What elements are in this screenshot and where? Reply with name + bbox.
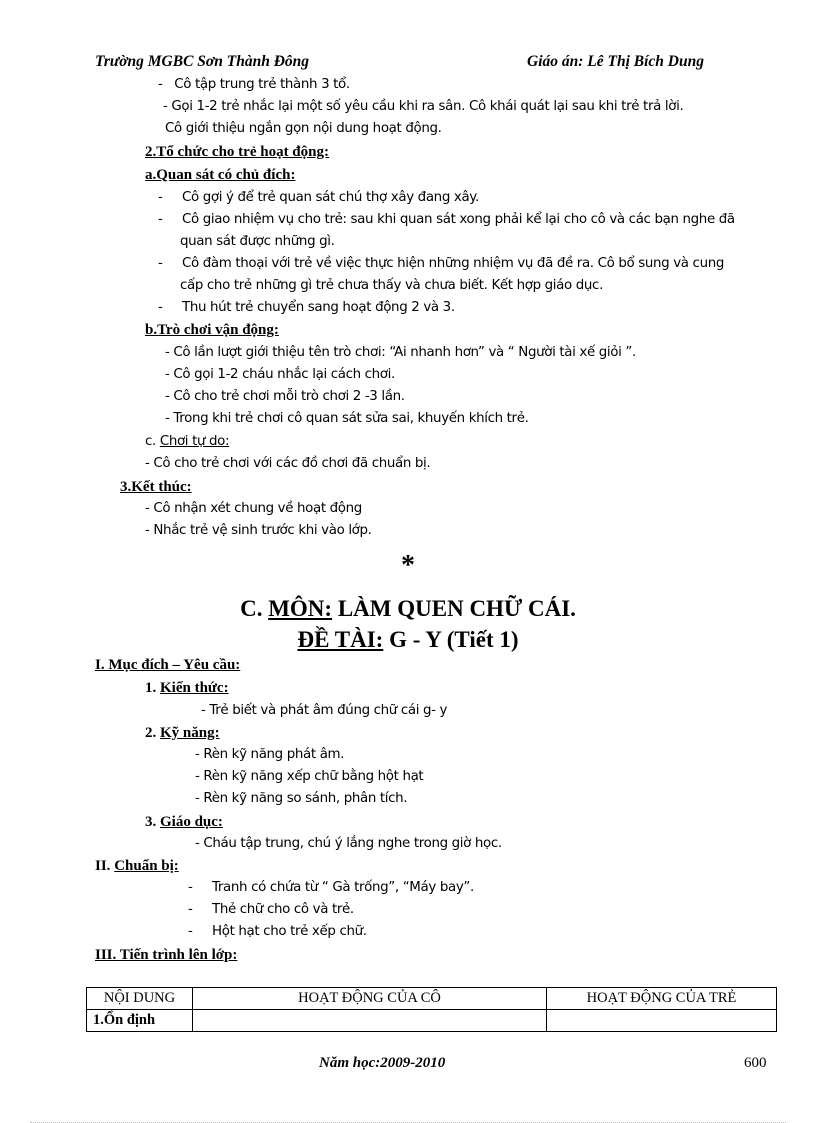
part1-skills-item-2: - Rèn kỹ năng xếp chữ bằng hột hạt: [195, 769, 424, 784]
table-cell: [193, 1010, 547, 1032]
table-header-children: HOẠT ĐỘNG CỦA TRẺ: [547, 988, 777, 1010]
section3-item-1: - Cô nhận xét chung về hoạt động: [145, 501, 362, 516]
section2a-item-3-cont: cấp cho trẻ những gì trẻ chưa thấy và chưa biết. Kết hợp giáo dục.: [180, 278, 603, 293]
part2-item-3: - Hột hạt cho trẻ xếp chữ.: [188, 924, 367, 939]
part1-knowledge-item: - Trẻ biết và phát âm đúng chữ cái g- y: [201, 703, 448, 718]
intro-item-3: Cô giới thiệu ngắn gọn nội dung hoạt động.: [165, 121, 442, 136]
table-header-content: NỘI DUNG: [87, 988, 193, 1010]
part1-skills-item-1: - Rèn kỹ năng phát âm.: [195, 747, 345, 762]
section2a-item-1: - Cô gợi ý để trẻ quan sát chú thợ xây đang xây.: [158, 190, 479, 205]
section2c-item-1: - Cô cho trẻ chơi với các đồ chơi đã chuẩn bị.: [145, 456, 431, 471]
intro-item-1: - Cô tập trung trẻ thành 3 tổ.: [158, 77, 350, 92]
section2b-item-3: - Cô cho trẻ chơi mỗi trò chơi 2 -3 lần.: [165, 389, 405, 404]
part1-edu-item: - Cháu tập trung, chú ý lắng nghe trong giờ học.: [195, 836, 502, 851]
part1-title: I. Mục đích – Yêu cầu:: [95, 657, 241, 673]
section2-title: 2.Tổ chức cho trẻ hoạt động:: [145, 144, 329, 160]
part2-item-2: - Thẻ chữ cho cô và trẻ.: [188, 902, 354, 917]
table-row: [87, 1010, 777, 1032]
header-teacher: Giáo án: Lê Thị Bích Dung: [527, 53, 704, 70]
section2c-title: c. Chơi tự do:: [145, 434, 230, 449]
footer-year: Năm học:2009-2010: [319, 1055, 446, 1071]
section3-title: 3.Kết thúc:: [120, 479, 192, 495]
lesson-topic: ĐỀ TÀI: G - Y (Tiết 1): [297, 627, 519, 652]
section2a-item-2-cont: quan sát được những gì.: [180, 234, 335, 249]
table-cell: 1.Ổn định: [87, 1010, 193, 1032]
footer-page-number: 600: [744, 1055, 767, 1071]
intro-item-2: - Gọi 1-2 trẻ nhắc lại một số yêu cầu khi ra sân. Cô khái quát lại sau khi trẻ trả lời.: [163, 99, 684, 114]
section2b-item-1: - Cô lần lượt giới thiệu tên trò chơi: “Ai nhanh hơn” và “ Người tài xế giỏi ”.: [165, 345, 636, 360]
section3-item-2: - Nhắc trẻ vệ sinh trước khi vào lớp.: [145, 523, 372, 538]
divider-asterisk: *: [401, 550, 415, 581]
lesson-subject: C. MÔN: LÀM QUEN CHỮ CÁI.: [240, 596, 576, 621]
section2a-item-3: - Cô đàm thoại với trẻ về việc thực hiện những nhiệm vụ đã đề ra. Cô bổ sung và cung: [158, 256, 724, 271]
table-cell: [547, 1010, 777, 1032]
section2b-item-2: - Cô gọi 1-2 cháu nhắc lại cách chơi.: [165, 367, 395, 382]
lesson-plan-table: [86, 987, 777, 1032]
part1-skills-item-3: - Rèn kỹ năng so sánh, phân tích.: [195, 791, 408, 806]
section2a-title: a.Quan sát có chủ đích:: [145, 167, 296, 183]
header-school: Trường MGBC Sơn Thành Đông: [95, 53, 310, 70]
section2b-title: b.Trò chơi vận động:: [145, 322, 279, 338]
table-header-row: [87, 988, 777, 1010]
part3-title: III. Tiến trình lên lớp:: [95, 947, 238, 963]
part1-knowledge-title: 1. Kiến thức:: [145, 680, 229, 696]
section2b-item-4: - Trong khi trẻ chơi cô quan sát sửa sai, khuyến khích trẻ.: [165, 411, 529, 426]
table-header-teacher: HOẠT ĐỘNG CỦA CÔ: [193, 988, 547, 1010]
part1-edu-title: 3. Giáo dục:: [145, 814, 223, 830]
section2a-item-2: - Cô giao nhiệm vụ cho trẻ: sau khi quan sát xong phải kể lại cho cô và các bạn nghe đã: [158, 212, 735, 227]
part2-item-1: - Tranh có chứa từ “ Gà trống”, “Máy bay”.: [188, 880, 474, 895]
section2a-item-4: - Thu hút trẻ chuyển sang hoạt động 2 và 3.: [158, 300, 455, 315]
part1-skills-title: 2. Kỹ năng:: [145, 725, 220, 741]
part2-title: II. Chuẩn bị:: [95, 858, 179, 874]
